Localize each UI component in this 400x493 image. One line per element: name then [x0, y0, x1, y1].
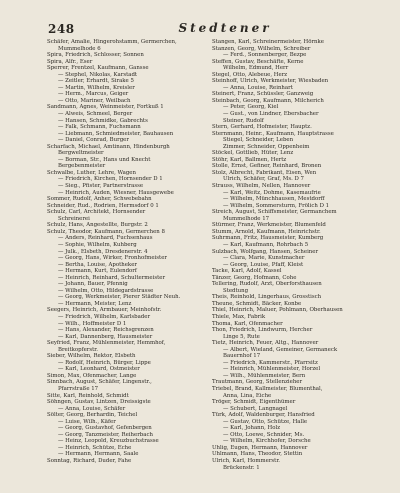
directory-entry: — Heinz, Leopold, Kreuzbuchstrasse [58, 438, 159, 445]
directory-entry: Schwalbe, Luther, Lehre, Wagen [47, 169, 136, 176]
directory-entry: Theis, Reinhold, Lingerhaus, Grosstisch [212, 294, 322, 301]
directory-entry: — Friedrich, Wilhelm, Karlsbader [58, 313, 151, 320]
directory-entry: Stöckel, Gottlieb, Hüter, Lenz [212, 150, 294, 157]
directory-entry: — Georg, Louise, Pfaff, Kleist [223, 261, 304, 268]
directory-entry: Bergweltmeister [58, 150, 104, 157]
directory-entry: Zimmer, Schneider, Oppenheim [223, 143, 310, 150]
directory-entry: — Otto, Loewe, Schnider, Ms. [223, 431, 305, 438]
right-column [212, 39, 392, 491]
directory-entry: — Friedrich, Kirchen, Hornsender D 1 [58, 176, 163, 183]
directory-entry: — Alweis, Schmeel, Berger [58, 111, 133, 118]
directory-entry: — Hermann, Hermann, Saale [58, 451, 139, 458]
directory-entry: Steinert, Franz, Schüssler, Ganzweig [212, 91, 314, 98]
directory-entry: Stangen, Karl, Schreinermeister, Hörnke [212, 39, 324, 45]
directory-entry: — Rodolf, Heinrich, Bürger, Lippe [58, 359, 151, 366]
directory-entry: Sulzbach, Wolfgang, Hansen, Scheiner [212, 248, 319, 255]
page-header [0, 0, 400, 40]
directory-entry: Stern, Gerhard, Hofmeister, Hauptz. [212, 124, 312, 131]
directory-entry: Sölter, Georg, Berhardin, Teichel [47, 412, 138, 419]
directory-entry: Sitte, Karl, Reinhold, Schmidt [47, 392, 129, 399]
directory-entry: Sperrer, Frentzel, Kaufmann, Gansse [47, 65, 149, 72]
directory-entry: — Schubert, Langnagel [223, 405, 288, 412]
directory-entry: — Karl, Kaufmann, Rohrbach 5 [223, 241, 309, 248]
directory-entry: Pfarrstraße 17 [58, 385, 99, 392]
directory-entry: Ulrich, Karl, Hommerstr. [212, 458, 281, 464]
directory-entry: — Georg, Tanzmeister, Reiherbach [58, 431, 153, 438]
directory-entry: Stürmer, Franz, Werkmeister, Blumenfeld [212, 222, 326, 229]
directory-entry: Brückenstr. 1 [223, 464, 260, 471]
directory-entry: Mummelhode 6 [58, 45, 101, 52]
directory-entry: — Liebmann, Schmiedmeister, Bauhausen [58, 130, 174, 137]
directory-entry: Tellering, Rudolf, Arzt, Oberforsthausen [212, 281, 322, 288]
directory-entry: — Julk., Elsbeth, Dresdenerstr. 4 [58, 248, 148, 255]
directory-entry: — Sieg., Pfister, Partnerstrasse [58, 183, 144, 190]
directory-entry: Söhngen, Gustav, Lintzen, Dreissigste [47, 399, 151, 406]
directory-entry: Seyfried, Franz, Mühlenmeister, Hemmhof, [47, 340, 166, 347]
directory-entry: Türk, Adolf, Waldenburger, Hansfried [212, 412, 315, 419]
directory-entry: — Wilhelm, Otto, Hildegardstrasse [58, 287, 154, 294]
directory-entry: Stolz, Albrecht, Fabrikant, Eisen, Wen [212, 169, 317, 176]
directory-entry: — Falk, Schmann, Fuchsmann [58, 124, 141, 131]
directory-entry: Suhrmann, Fritz, Hausmeister, Kumberg [212, 235, 324, 242]
directory-entry: Thoma, Karl, Ofenmacher [212, 320, 283, 327]
directory-entry: Schäfer, Amalie, Hingerohstamm, Germerchen, [47, 39, 177, 45]
directory-entry: Spira, Alfr., Eser [47, 58, 93, 65]
directory-entry: — Peter, Georg, Kiel [223, 104, 279, 111]
directory-entry: — Gust., von Lindner, Ebersbacher [223, 111, 319, 118]
directory-entry: Stiegel, Schneider, Leben [223, 137, 294, 144]
directory-entry: Sandmann, Agnes, Weinmeister, Fortkuß 1 [47, 104, 164, 111]
directory-entry: Schulz, Carl, Architekt, Hornsender [47, 209, 146, 216]
directory-entry: Simon, Max, Ofenmacher, Lange [47, 372, 137, 379]
directory-entry: Schulz, Hans, Angestellte, Burgstr. 2 [47, 222, 148, 229]
directory-entry: Sinnbach, August, Schäfer, Lingenstr., [47, 379, 152, 386]
directory-entry: — Heinrich, Mühlenmeister, Horzel [223, 366, 321, 373]
directory-entry: — Hermann, Meister, Lenz [58, 300, 132, 307]
directory-entry: — Anna, Louise, Schäfer [58, 405, 126, 412]
directory-entry: Streich, August, Schiffsmeister, Germanchem [212, 209, 337, 216]
directory-entry: Schulz, Theodor, Kaufmann, Germerchen 8 [47, 228, 165, 235]
directory-entry: — Georg, Werkmeister, Pierer Städter Neuh. [58, 294, 181, 301]
directory-entry: — Wilhelm, Sommersturm, Frölich D 1 [223, 202, 330, 209]
directory-entry: Bauernhof 17 [223, 353, 261, 360]
directory-entry: — Wilhelm, Kirchhofer, Dorsche [223, 438, 311, 445]
directory-entry: Thon, Friedrich, Lindwurm, Hercher [212, 327, 313, 334]
directory-entry: — Johann, Bauer, Pfennig [58, 281, 128, 288]
directory-entry: — Hansen, Schmidke, Gabrechts [58, 117, 148, 124]
left-column [47, 39, 217, 491]
directory-entry: Stumm, Arnold, Kaufmann, Heinrichstr. [212, 228, 321, 235]
directory-entry: Mummelhode 17 [223, 215, 270, 222]
directory-entry: Wilhelm, Edmund, Herr [223, 65, 289, 72]
directory-entry: Triebel, Brand, Kallmeister, Blumenthal, [212, 385, 323, 392]
directory-entry: Theune, Schmidt, Bäcker, Konbe [212, 300, 302, 307]
directory-entry: Schreinerei [58, 215, 90, 222]
directory-entry: — Anna, Louise, Reinhart [223, 84, 293, 91]
directory-entry: — Karl, Weitz, Dohme, Kasemaufrie [223, 189, 321, 196]
directory-entry: — Gustav, Otto, Schütze, Halle [223, 418, 308, 425]
directory-entry: — Otto, Mariner, Weilbach [58, 97, 131, 104]
directory-entry: Ulrich, Schäfer, Graf, Ms. D 7 [223, 176, 304, 183]
directory-entry: — Heinrich, Auden, Wiesner, Hausgewebe [58, 189, 174, 196]
directory-entry: Steffen, Gustav, Beschäfte, Kerne [212, 58, 304, 65]
directory-entry: Tänzer, Georg, Hofmann, Cohe [212, 274, 297, 281]
directory-entry: — Albert, Wieland, Gemeiner, Germaneck [223, 346, 338, 353]
directory-entry: Uhlig, Eugen, Hermann, Hannover [212, 444, 308, 451]
directory-entry: Steinbach, Georg, Kaufmann, Milcherich [212, 97, 324, 104]
directory-entry: Spira, Friedrich, Schlosser, Sonnen [47, 52, 144, 59]
directory-entry: Seegers, Heinrich, Armbauer, Meinhofstr. [47, 307, 162, 314]
directory-entry: Thiele, Max, Fabrik [212, 313, 266, 320]
directory-entry: — Martin, Wilhelm, Kreisler [58, 84, 135, 91]
directory-entry: — Hermann, Kurt, Eulendorf [58, 268, 137, 275]
directory-entry: Stegel, Otto, Alebeue, Herz [212, 71, 288, 78]
directory-entry: — Daniel, Conrad, Burger [58, 137, 129, 144]
directory-entry: Anna, Lina, Eiche [223, 392, 272, 399]
directory-entry: Breitkopferstr. [58, 346, 98, 353]
directory-entry: Stöhr, Karl, Ballmen, Hertz [212, 156, 287, 163]
directory-entry: Tröger, Schmidt, Eigenthümer [212, 399, 296, 406]
directory-entry: Steiner, Rudolf [223, 117, 264, 124]
directory-entry: Bergebenmeister [58, 163, 106, 170]
running-title: Stedtener [178, 21, 272, 35]
directory-entry: — Luise, Wilh., Käfer [58, 418, 116, 425]
directory-entry: — Sophie, Wilhelm, Kuhberg [58, 241, 137, 248]
directory-entry: Sonntag, Richard, Duder, Fahe [47, 458, 132, 464]
directory-entry: — Bertha, Louise, Apotheker [58, 261, 137, 268]
directory-entry: — Georg, Gustavhof, Gefenbergen [58, 425, 152, 432]
directory-entry: — Stephel, Nikolas, Karstadt [58, 71, 138, 78]
directory-entry: — Wilh., Mühlenmeister, Bern [223, 372, 306, 379]
directory-entry: — Georg, Hans, Wirker, Fronhofmeister [58, 255, 167, 262]
directory-entry: Stedtung [223, 287, 249, 294]
directory-entry: Sieber, Wilhelm, Rektor, Elsbeth [47, 353, 136, 360]
directory-entry: — Heinrich, Schütze, Eche [58, 444, 132, 451]
directory-entry: — Herm., Marcus, Geiger [58, 91, 129, 98]
directory-entry: — Borman, Str., Hans und Knecht [58, 156, 151, 163]
directory-entry: — Hans, Alexander, Reichsgrenzen [58, 327, 154, 334]
directory-entry: Stanzen, Georg, Wilhelm, Schreiber [212, 45, 311, 52]
directory-entry: Thiel, Heinrich, Maluer, Pohlmann, Oberhausen [212, 307, 343, 314]
directory-entry: Uhlmann, Hans, Theodor, Stettin [212, 451, 303, 458]
directory-entry: Strauss, Wilhelm, Nellen, Hannover [212, 183, 311, 190]
page-number: 248 [48, 22, 75, 36]
directory-entry: Sternmann, Heinr., Kaufmann, Hauptstrasse [212, 130, 334, 137]
directory-entry: — Friedrich, Kammerstr., Pfarrsitz [223, 359, 318, 366]
directory-entry: Sommer, Rudolf, Anher, Schwebebahn [47, 196, 152, 203]
directory-entry: — Clara, Marie, Kunstmacher [223, 255, 305, 262]
directory-entry: — Karl, Johann, Holz [223, 425, 281, 432]
directory-entry: Trautmann, Georg, Stellenzieher [212, 379, 303, 386]
directory-entry: — Heinrich, Reinhard, Schultermeister [58, 274, 166, 281]
directory-entry: Steinhoff, Ulrich, Werkmeister, Wiesbaden [212, 78, 329, 85]
directory-entry: — Zeitler, Erhardt, Sirake 5 [58, 78, 134, 85]
directory-entry: — Karl, Leonhard, Ostmeister [58, 366, 140, 373]
directory-entry: — Wilhelm, Münchhausen, Mestdorff [223, 196, 325, 203]
directory-entry: — Karl, Dannenberg, Hausmeister [58, 333, 153, 340]
directory-entry: Linge 5, Rute [223, 333, 260, 340]
directory-entry: Tacke, Karl, Adolf, Kassel [212, 268, 282, 275]
directory-entry: — Ferd., Sonnenberger, Bezpe [223, 52, 307, 59]
directory-entry: — Wilh., Hoffmeister D 1 [58, 320, 127, 327]
directory-entry: Schneider, Rud., Rodrien, Hermsdorf 0 1 [47, 202, 159, 209]
directory-entry: — Anders, Reinhard, Fuchsenhaus [58, 235, 153, 242]
directory-entry: Stolle, Ernst, Gefiner, Reinhard, Bronen [212, 163, 322, 170]
directory-entry: Scharfach, Michael, Amtinann, Hindenburgh [47, 143, 170, 150]
directory-entry: Tietz, Heinrich, Feuer, Altg., Hannover [212, 340, 319, 347]
